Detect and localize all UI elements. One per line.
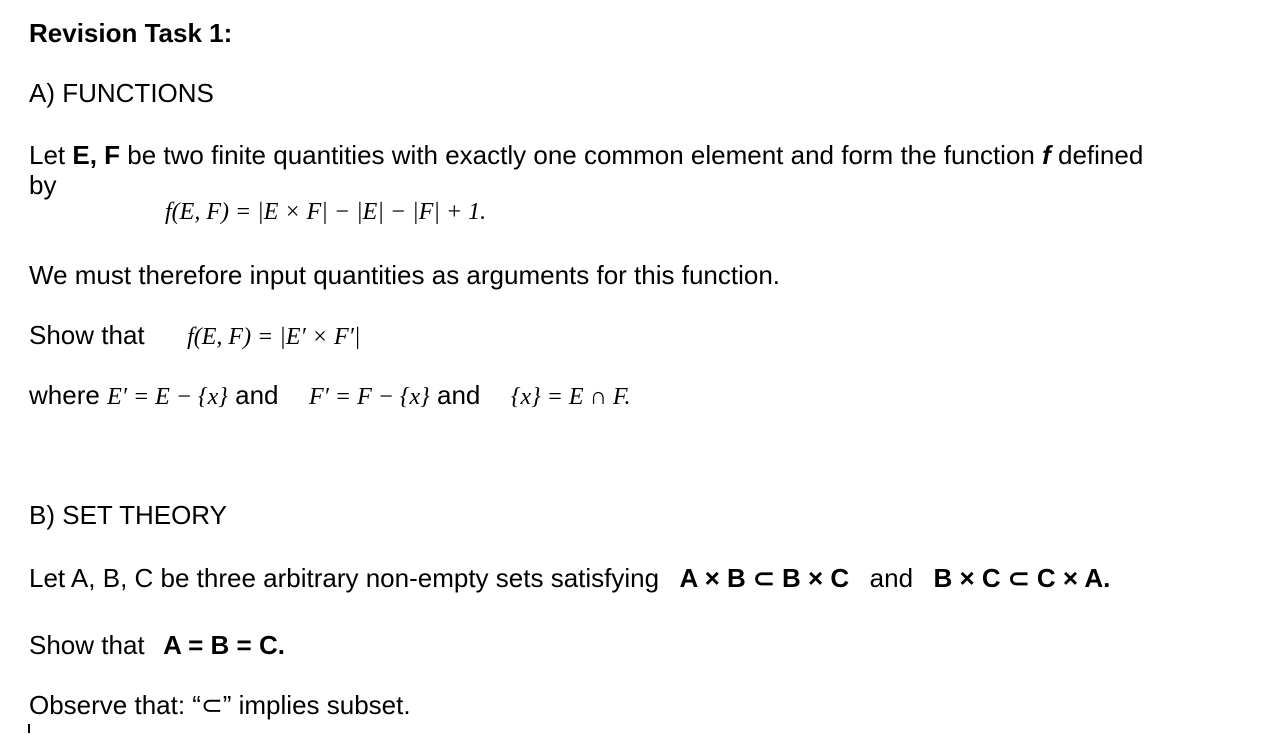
where-f-def: F′ = F − {x} (308, 384, 430, 410)
where-label: where (29, 380, 100, 410)
statement-text: Let A, B, C be three arbitrary non-empty sets satisfying (29, 563, 660, 593)
show-that-label: Show that (29, 320, 145, 350)
section-b-statement (29, 563, 1110, 593)
show-that-b-label: Show that (29, 630, 145, 660)
intro-vars: E, F (72, 140, 121, 170)
where-e-def: E′ = E − {x} (107, 384, 228, 410)
condition-1: A × B ⊂ B × C (679, 563, 850, 593)
show-that-b-equation: A = B = C. (163, 630, 285, 660)
intro-function-name: f (1042, 140, 1051, 170)
observe-note: Observe that: “⊂” implies subset. (29, 690, 411, 720)
where-x-def: {x} = E ∩ F. (510, 384, 631, 410)
section-a-intro (29, 140, 1143, 170)
where-clause (29, 380, 630, 412)
intro-text-1: Let (29, 140, 73, 170)
show-that-formula: f(E, F) = |E′ × F′| (187, 324, 361, 350)
section-b-heading: B) SET THEORY (29, 500, 227, 530)
condition-2: B × C ⊂ C × A. (933, 563, 1111, 593)
where-and-2: and (437, 380, 481, 410)
page-title: Revision Task 1: (29, 18, 233, 48)
section-a-note: We must therefore input quantities as arguments for this function. (29, 260, 781, 290)
show-that-b (29, 630, 285, 660)
text-cursor (28, 724, 30, 733)
show-that-a (29, 320, 361, 352)
section-a-heading: A) FUNCTIONS (29, 78, 214, 108)
function-formula: f(E, F) = |E × F| − |E| − |F| + 1. (165, 199, 487, 225)
condition-and: and (869, 563, 914, 593)
intro-text-3: defined (1050, 140, 1144, 170)
where-and-1: and (235, 380, 279, 410)
section-a-intro-by: by (29, 170, 57, 200)
intro-text-2: be two finite quantities with exactly one common element and form the function (120, 140, 1043, 170)
